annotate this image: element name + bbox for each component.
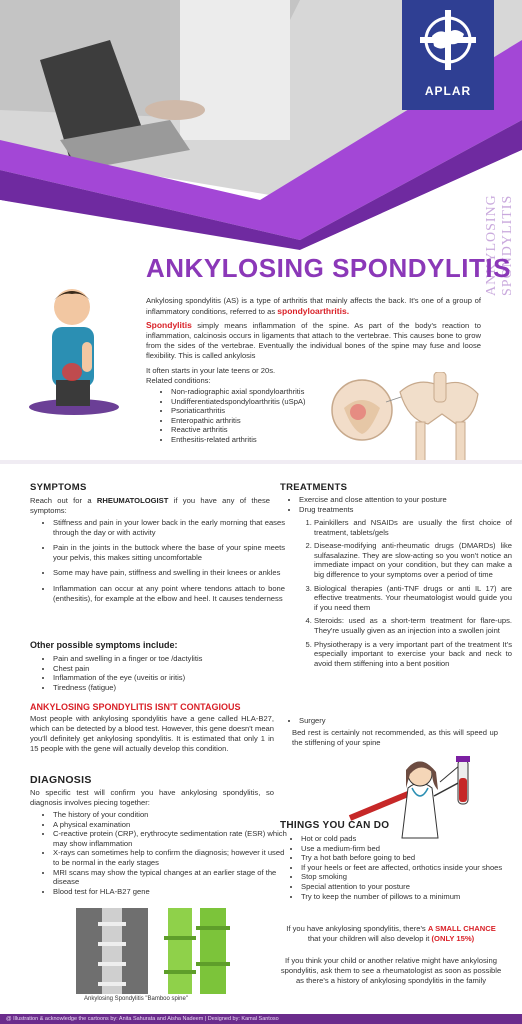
diagnosis-list bbox=[42, 810, 287, 896]
intro-paragraph-1 bbox=[146, 296, 481, 317]
symptoms-lead-text: Reach out for a bbox=[30, 496, 92, 505]
list-item: • Chest pain bbox=[53, 664, 283, 674]
list-item: • The history of your condition bbox=[53, 810, 287, 820]
list-item: • If your heels or feet are affected, orthotics inside your shoes bbox=[301, 863, 511, 873]
related-label: Related conditions: bbox=[146, 376, 211, 385]
symptoms-list bbox=[42, 518, 285, 603]
symptoms-lead bbox=[30, 496, 270, 516]
list-item: • Psoriaticarthritis bbox=[171, 406, 361, 416]
small-chance-term: A SMALL CHANCE bbox=[427, 924, 496, 933]
list-item: • Inflammation can occur at any point where tendons attach to bone (enthesitis), for example at the elbow and heel. It causes tenderness bbox=[53, 584, 285, 603]
list-item: • Inflammation of the eye (uveitis or iritis) bbox=[53, 673, 283, 683]
treatments-heading: TREATMENTS bbox=[280, 482, 348, 493]
relative-advice-text: If you think your child or another relative might have ankylosing spondylitis, ask them to see a rheumatologist as soon as possible as there's a history of ankylosing spondylitis in the family bbox=[280, 956, 502, 985]
list-item: • C-reactive protein (CRP), erythrocyte sedimentation rate (ESR) which may show inflammation bbox=[53, 829, 287, 848]
list-item: • Reactive arthritis bbox=[171, 425, 361, 435]
list-item: 4. Steroids: used as a short-term treatment for flare-ups. They're usually given as an injection into a swollen joint bbox=[314, 616, 512, 635]
list-item: 3. Biological therapies (anti-TNF drugs or anti IL 17) are effective treatments. Your rheumatologist would guide you if you need them bbox=[314, 584, 512, 613]
other-symptoms-list bbox=[42, 654, 283, 692]
intro-text: Ankylosing spondylitis (AS) is a type of arthritis that mainly affects the back. It's one of a group of inflammatory conditions, referred to as bbox=[146, 296, 481, 316]
other-symptoms-heading: Other possible symptoms include: bbox=[30, 640, 178, 650]
bamboo-spine-caption: Ankylosing Spondylitis "Bamboo spine" bbox=[84, 996, 188, 1002]
not-contagious-text: Most people with ankylosing spondylitis have a gene called HLA-B27, which can be detected by a blood test. However, this gene doesn't mean you'll definitely get ankylosing spondylitis. It is estimated that only 1 in 15 people with the gene will actually develop this condition. bbox=[30, 714, 274, 753]
spondyloarthritis-term: spondyloarthritis. bbox=[277, 306, 350, 316]
back-pain-man-illustration bbox=[22, 272, 127, 417]
small-chance-text bbox=[280, 924, 502, 944]
onset-text: It often starts in your late teens or 20s. bbox=[146, 366, 276, 375]
list-item: 2. Disease-modifying anti-rheumatic drugs (DMARDs) like sulfasalazine. They are slow-acting so you won't notice an immediate impact on your condition, but they can make a big difference to your symptoms over a period of time bbox=[314, 541, 512, 579]
section-divider bbox=[0, 460, 522, 464]
list-item: • Tiredness (fatigue) bbox=[53, 683, 283, 693]
chance-percent: (ONLY 15%) bbox=[431, 934, 475, 943]
list-item: • Exercise and close attention to your posture bbox=[299, 495, 509, 505]
rheumatologist-term: RHEUMATOLOGIST bbox=[96, 496, 169, 505]
list-item: • Stiffness and pain in your lower back in the early morning that eases through the day or with activity bbox=[53, 518, 285, 537]
globe-icon bbox=[402, 0, 494, 80]
list-item: • Pain in the joints in the buttock where the base of your spine meets your pelvis, this makes sitting uncomfortable bbox=[53, 543, 285, 562]
list-item: • Stop smoking bbox=[301, 872, 511, 882]
drug-treatments-list bbox=[300, 518, 512, 672]
list-item: • X-rays can sometimes help to confirm the diagnosis; however it used to be normal in the early stages bbox=[53, 848, 287, 867]
things-list bbox=[290, 834, 511, 901]
footer-credits: @ Illustration & acknowledge the cartoons by: Anita Sahurata and Aisha Nadeem | Designed by: Kamal Santoso bbox=[0, 1014, 522, 1024]
list-item: • MRI scans may show the typical changes at an earlier stage of the disease bbox=[53, 868, 287, 887]
symptoms-lead-text: if you have any of these symptoms: bbox=[30, 496, 270, 515]
diagnosis-lead: No specific test will confirm you have ankylosing spondylitis, so diagnosis involves piecing together: bbox=[30, 788, 274, 807]
list-item: • Try to keep the number of pillows to a minimum bbox=[301, 892, 511, 902]
list-item: • Some may have pain, stiffness and swelling in their knees or ankles bbox=[53, 568, 285, 578]
list-item: • Use a medium-firm bed bbox=[301, 844, 511, 854]
treatments-list bbox=[288, 495, 509, 514]
logo-text: APLAR bbox=[424, 84, 472, 98]
diagnosis-heading: DIAGNOSIS bbox=[30, 774, 92, 786]
things-heading: THINGS YOU CAN DO bbox=[280, 820, 390, 831]
list-item: • A physical examination bbox=[53, 820, 287, 830]
list-item: • Pain and swelling in a finger or toe /dactylitis bbox=[53, 654, 283, 664]
list-item: • Enthesitis-related arthritis bbox=[171, 435, 361, 445]
list-item: • Special attention to your posture bbox=[301, 882, 511, 892]
surgery-list bbox=[288, 716, 509, 726]
bamboo-spine-images bbox=[76, 908, 256, 994]
intro-paragraph-2 bbox=[146, 320, 481, 361]
intro-text: simply means inflammation of the spine. As part of the body's reaction to inflammation, calcinosis occurs in ligaments that attach to the vertebrae. This causes bone to grow from the sides of the vertebrae. Eventually the individual bones of the spine may fuse and loose flexibility. This is called ankylosis bbox=[146, 321, 481, 360]
chance-text: If you have ankylosing spondylitis, there's bbox=[286, 924, 426, 933]
list-item: • Enteropathic arthritis bbox=[171, 416, 361, 426]
list-item: 1. Painkillers and NSAIDs are usually the first choice of treatment, tablets/gels bbox=[314, 518, 512, 537]
list-item: • Hot or cold pads bbox=[301, 834, 511, 844]
spondylitis-term: Spondylitis bbox=[146, 320, 192, 330]
symptoms-heading: SYMPTOMS bbox=[30, 482, 87, 493]
pelvis-illustration bbox=[330, 372, 490, 462]
list-item: • Try a hot bath before going to bed bbox=[301, 853, 511, 863]
side-title: ANKYLOSING SPONDYLITIS bbox=[484, 194, 515, 296]
list-item: • Non-radiographic axial spondyloarthritis bbox=[171, 387, 361, 397]
page-title: ANKYLOSING SPONDYLITIS bbox=[146, 253, 511, 283]
list-item: 5. Physiotherapy is a very important part of the treatment It's especially important to exercise your back and neck to avoid them stiffening into a bent position bbox=[314, 640, 512, 669]
surgery-text: Bed rest is certainly not recommended, as this will speed up the stiffening of your spine bbox=[292, 728, 498, 747]
chance-text: that your children will also develop it bbox=[307, 934, 430, 943]
list-item: • Drug treatments bbox=[299, 505, 509, 515]
list-item: • Surgery bbox=[299, 716, 509, 726]
list-item: • Undifferentiatedspondyloarthritis (uSpA) bbox=[171, 397, 361, 407]
not-contagious-heading: ANKYLOSING SPONDYLITIS ISN'T CONTAGIOUS bbox=[30, 702, 241, 712]
list-item: • Blood test for HLA-B27 gene bbox=[53, 887, 287, 897]
